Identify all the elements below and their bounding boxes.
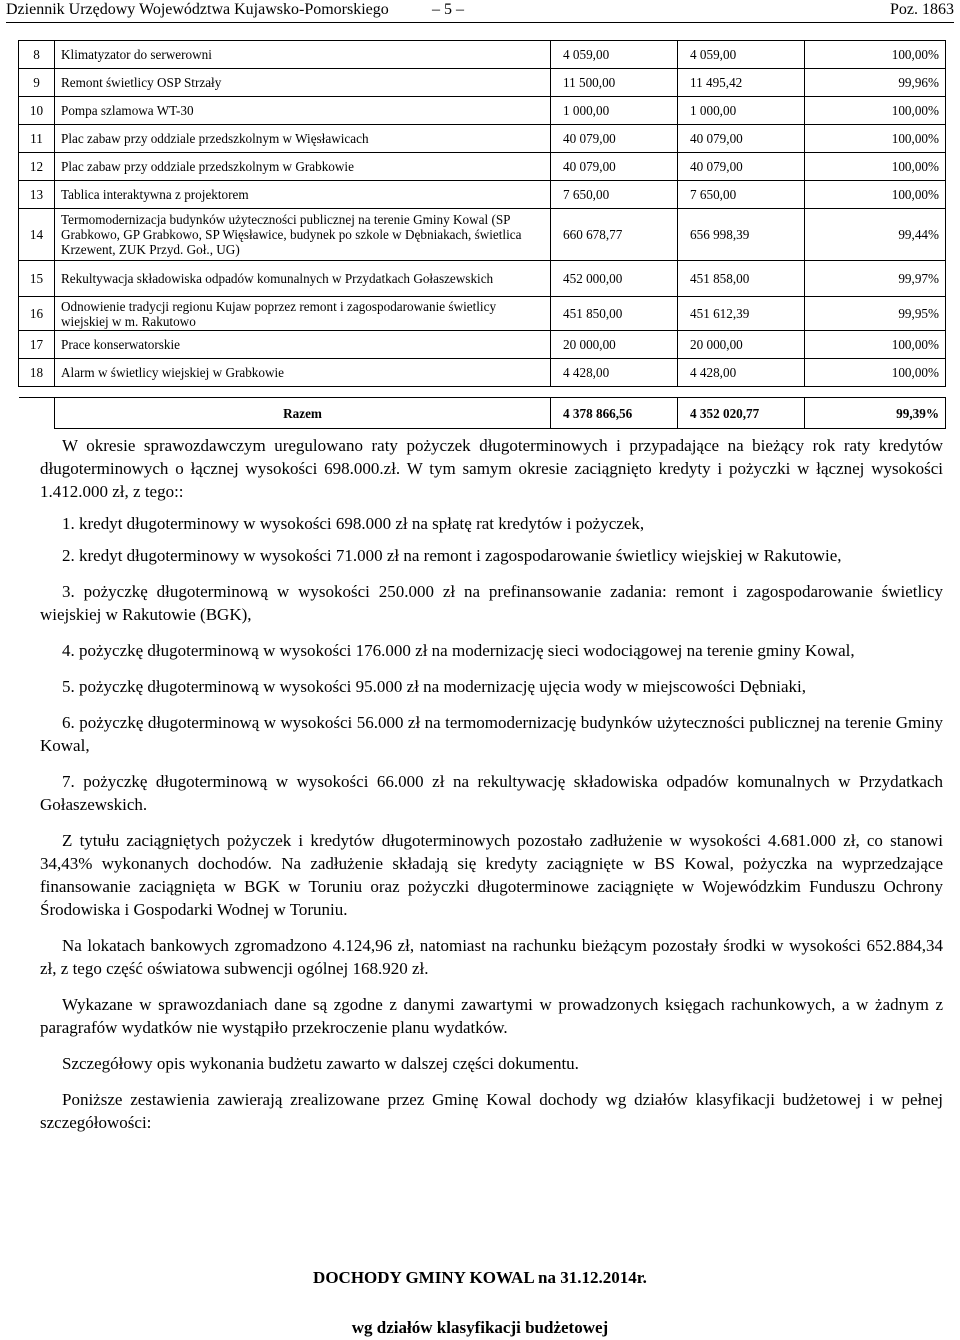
- paragraph-details: Szczegółowy opis wykonania budżetu zawarto w dalszej części dokumentu.: [62, 1054, 579, 1073]
- paragraph-compliance: Wykazane w sprawozdaniach dane są zgodne z danymi zawartymi w prowadzonych księgach rachunkowych, a w żadnym z paragrafów wydatków nie wystąpiło przekroczenie planu wydatków.: [40, 995, 943, 1037]
- paragraph-repayments: W okresie sprawozdawczym uregulowano raty pożyczek długoterminowych i przypadające na bieżący rok raty kredytów długoterminowych o łącznej wysokości 698.000.zł. W tym samym okresie zaciągnięto kredyty i pożyczki w łącznej wysokości 1.412.000 zł, z tego::: [40, 436, 943, 501]
- report-text: [40, 434, 943, 1147]
- table-row: 8 Klimatyzator do serwerowni 4 059,00 4 059,00 100,00%: [19, 41, 946, 69]
- total-plan: 4 378 866,56: [551, 398, 678, 429]
- list-item: 3. pożyczkę długoterminową w wysokości 250.000 zł na prefinansowanie zadania: remont i zagospodarowanie świetlicy wiejskiej w Rakutowie (BGK),: [40, 582, 943, 624]
- page-number: – 5 –: [432, 1, 464, 18]
- table-row: 14 Termomodernizacja budynków użyteczności publicznej na terenie Gminy Kowal (SP Grabkowo, GP Grabkowo, SP Więsławice, budynek po szkole w Dębniakach, świetlica Krzewent, ZUK Przyd. Goł., UG) 660 678,77 656 998,39 99,44%: [19, 209, 946, 261]
- table-row: 10 Pompa szlamowa WT-30 1 000,00 1 000,00 100,00%: [19, 97, 946, 125]
- section-subtitle: wg działów klasyfikacji budżetowej: [351, 1318, 609, 1337]
- table-row: 9 Remont świetlicy OSP Strzały 11 500,00 11 495,42 99,96%: [19, 69, 946, 97]
- paragraph-debt: Z tytułu zaciągniętych pożyczek i kredytów długoterminowych pozostało zadłużenie w wysokości 4.681.000 zł, co stanowi 34,43% wykonanych dochodów. Na zadłużenie składają się kredyty zaciągnięte w BS Kowal, pożyczka na wyprzedzające finansowanie zaciągnięta w BGK w Toruniu oraz pożyczki długoterminowe zaciągnięte w Wojewódzkim Funduszu Ochrony Środowiska i Gospodarki Wodnej w Toruniu.: [40, 831, 943, 919]
- table-row: 12 Plac zabaw przy oddziale przedszkolnym w Grabkowie 40 079,00 40 079,00 100,00%: [19, 153, 946, 181]
- paragraph-deposits: Na lokatach bankowych zgromadzono 4.124,96 zł, natomiast na rachunku bieżącym pozostały środki w wysokości 652.884,34 zł, z tego część oświatowa subwencji ogólnej 168.920 zł.: [40, 936, 943, 978]
- journal-name: Dziennik Urzędowy Województwa Kujawsko-Pomorskiego: [6, 1, 389, 18]
- page-header: [6, 0, 954, 22]
- table-row: 17 Prace konserwatorskie 20 000,00 20 000,00 100,00%: [19, 331, 946, 359]
- list-item: 2. kredyt długoterminowy w wysokości 71.000 zł na remont i zagospodarowanie świetlicy wiejskiej w Rakutowie,: [62, 546, 842, 565]
- position-number: Poz. 1863: [890, 1, 954, 18]
- total-pct: 99,39%: [805, 398, 946, 429]
- list-item: 7. pożyczkę długoterminową w wysokości 66.000 zł na rekultywację składowiska odpadów komunalnych w Przydatkach Gołaszewskich.: [40, 772, 943, 814]
- list-item: 1. kredyt długoterminowy w wysokości 698.000 zł na spłatę rat kredytów i pożyczek,: [62, 514, 645, 533]
- table-row: 13 Tablica interaktywna z projektorem 7 650,00 7 650,00 100,00%: [19, 181, 946, 209]
- table-row: 11 Plac zabaw przy oddziale przedszkolnym w Więsławicach 40 079,00 40 079,00 100,00%: [19, 125, 946, 153]
- table-total-row: [19, 398, 946, 429]
- investment-table: [18, 40, 946, 429]
- total-exec: 4 352 020,77: [678, 398, 805, 429]
- section-title: DOCHODY GMINY KOWAL na 31.12.2014r.: [313, 1268, 647, 1287]
- list-item: 4. pożyczkę długoterminową w wysokości 176.000 zł na modernizację sieci wodociągowej na terenie gminy Kowal,: [62, 641, 855, 660]
- table-row: 15 Rekultywacja składowiska odpadów komunalnych w Przydatkach Gołaszewskich 452 000,00 451 858,00 99,97%: [19, 261, 946, 297]
- total-label: Razem: [55, 398, 551, 429]
- table-row: 18 Alarm w świetlicy wiejskiej w Grabkowie 4 428,00 4 428,00 100,00%: [19, 359, 946, 387]
- table-spacer: [19, 387, 946, 398]
- table-row: 16 Odnowienie tradycji regionu Kujaw poprzez remont i zagospodarowanie świetlicy wiejskiej w m. Rakutowo 451 850,00 451 612,39 99,95%: [19, 297, 946, 331]
- header-divider: [6, 22, 954, 23]
- paragraph-summary-intro: Poniższe zestawienia zawierają zrealizowane przez Gminę Kowal dochody wg działów klasyfikacji budżetowej i w pełnej szczegółowości:: [40, 1090, 943, 1132]
- list-item: 6. pożyczkę długoterminową w wysokości 56.000 zł na termomodernizację budynków użyteczności publicznej na terenie Gminy Kowal,: [40, 713, 943, 755]
- list-item: 5. pożyczkę długoterminową w wysokości 95.000 zł na modernizację ujęcia wody w miejscowości Dębniaki,: [62, 677, 807, 696]
